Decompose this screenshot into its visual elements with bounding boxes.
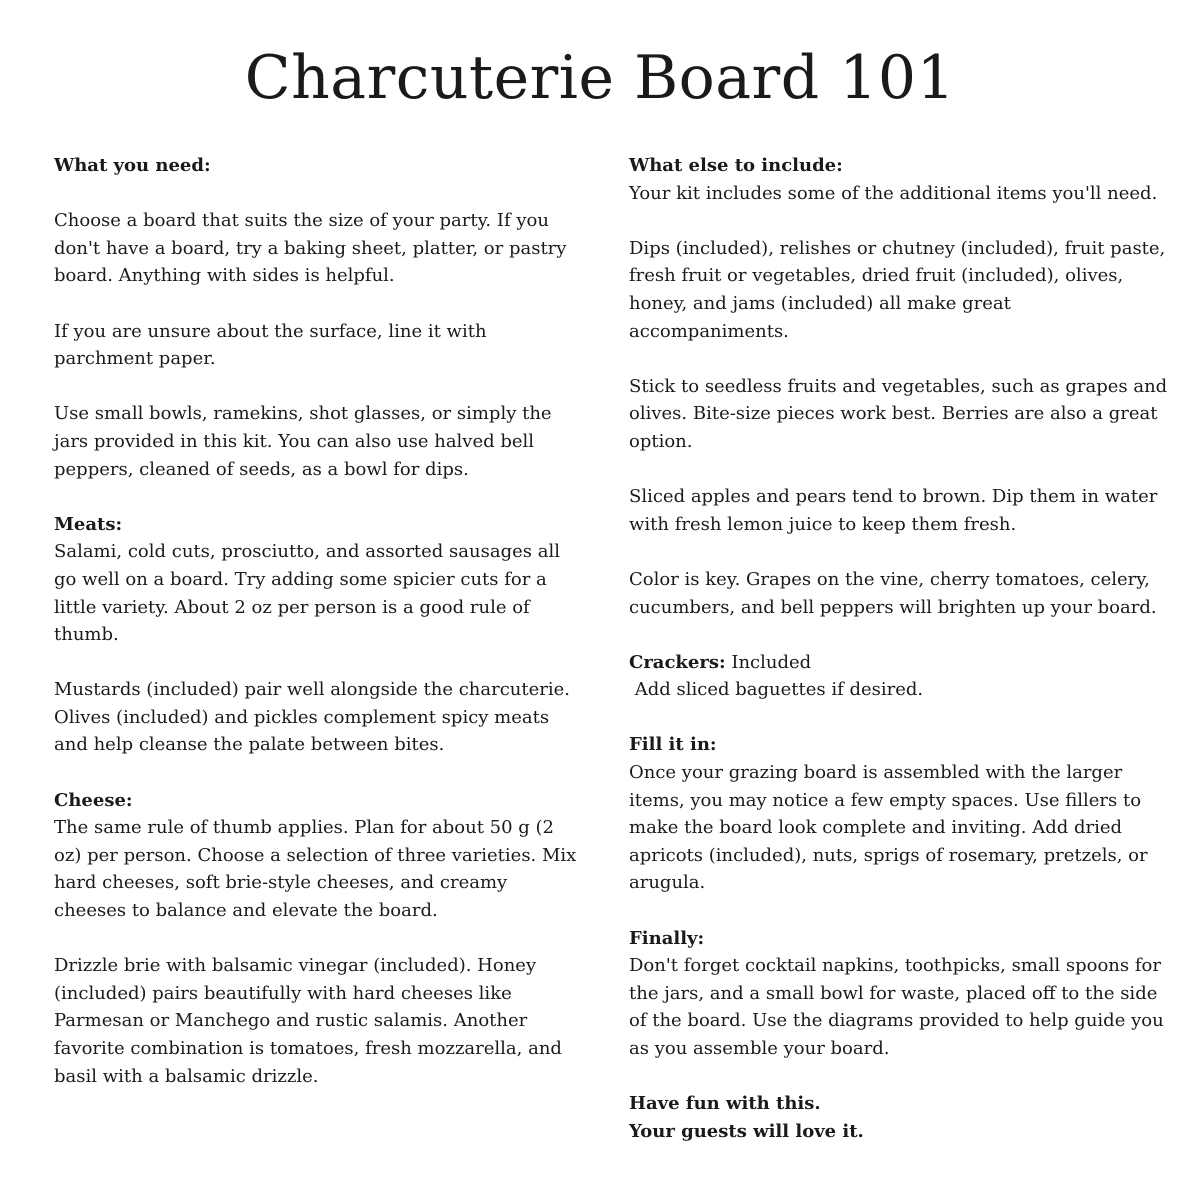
paragraph: Drizzle brie with balsamic vinegar (included). Honey (included) pairs beautifully with hard cheeses like Parmesan or Manchego and rustic salamis. Another favorite combination is tomatoes, fresh mozzarella, and basil with a balsamic drizzle. [54,955,562,1087]
crackers-inline-text: Included [725,651,812,673]
section-meats [54,511,584,759]
paragraph: Dips (included), relishes or chutney (included), fruit paste, fresh fruit or vegetables, dried fruit (included), olives, honey, and jams (included) all make great accompaniments. [629,237,1166,342]
paragraph: If you are unsure about the surface, line it with parchment paper. [54,320,487,370]
heading-what-you-need: What you need: [54,155,211,176]
paragraph: Sliced apples and pears tend to brown. Dip them in water with fresh lemon juice to keep them fresh. [629,486,1158,535]
paragraph: Your kit includes some of the additional items you'll need. [629,182,1158,204]
section-what-else [629,152,1169,621]
section-closing [629,1090,1169,1145]
right-column [629,152,1169,1173]
heading-crackers: Crackers: [629,651,726,673]
left-column [54,152,584,1118]
spacer [54,180,584,208]
section-cheese [54,787,584,1091]
paragraph: The same rule of thumb applies. Plan for about 50 g (2 oz) per person. Choose a selection of three varieties. Mix hard cheeses, soft brie-style cheeses, and creamy cheeses to balance and elevate the board. [54,817,577,922]
paragraph: Once your grazing board is assembled with the larger items, you may notice a few empty spaces. Use fillers to make the board look complete and inviting. Add dried apricots (included), nuts, sprigs of rosemary, pretzels, or arugula. [629,762,1148,894]
paragraph: Use small bowls, ramekins, shot glasses, or simply the jars provided in this kit. You can also use halved bell peppers, cleaned of seeds, as a bowl for dips. [54,403,552,480]
paragraph: Choose a board that suits the size of your party. If you don't have a board, try a baking sheet, platter, or pastry board. Anything with sides is helpful. [54,210,567,287]
heading-meats: Meats: [54,513,123,535]
crackers-line [629,649,1169,677]
page-title: Charcuterie Board 101 [244,43,956,113]
paragraph: Salami, cold cuts, prosciutto, and assorted sausages all go well on a board. Try adding some spicier cuts for a little variety. About 2 oz per person is a good rule of thumb. [54,541,560,646]
heading-what-else: What else to include: [629,155,843,176]
paragraph: Don't forget cocktail napkins, toothpicks, small spoons for the jars, and a small bowl for waste, placed off to the side of the board. Use the diagrams provided to help guide you as you assemble your board. [629,955,1164,1059]
heading-finally: Finally: [629,927,705,949]
section-finally [629,925,1169,1063]
closing-line-1: Have fun with this. [629,1093,821,1115]
paragraph: Mustards (included) pair well alongside the charcuterie. Olives (included) and pickles complement spicy meats and help cleanse the palate between bites. [54,679,571,756]
section-what-you-need [54,152,584,483]
paragraph: Stick to seedless fruits and vegetables, such as grapes and olives. Bite-size pieces work best. Berries are also a great option. [629,375,1168,452]
paragraph: Color is key. Grapes on the vine, cherry tomatoes, celery, cucumbers, and bell peppers will brighten up your board. [629,568,1157,618]
paragraph: Add sliced baguettes if desired. [629,679,924,701]
section-crackers [629,649,1169,704]
closing-line-2: Your guests will love it. [629,1120,864,1142]
section-fill-it-in [629,731,1169,897]
heading-fill-it-in: Fill it in: [629,734,717,756]
heading-cheese: Cheese: [54,789,133,811]
